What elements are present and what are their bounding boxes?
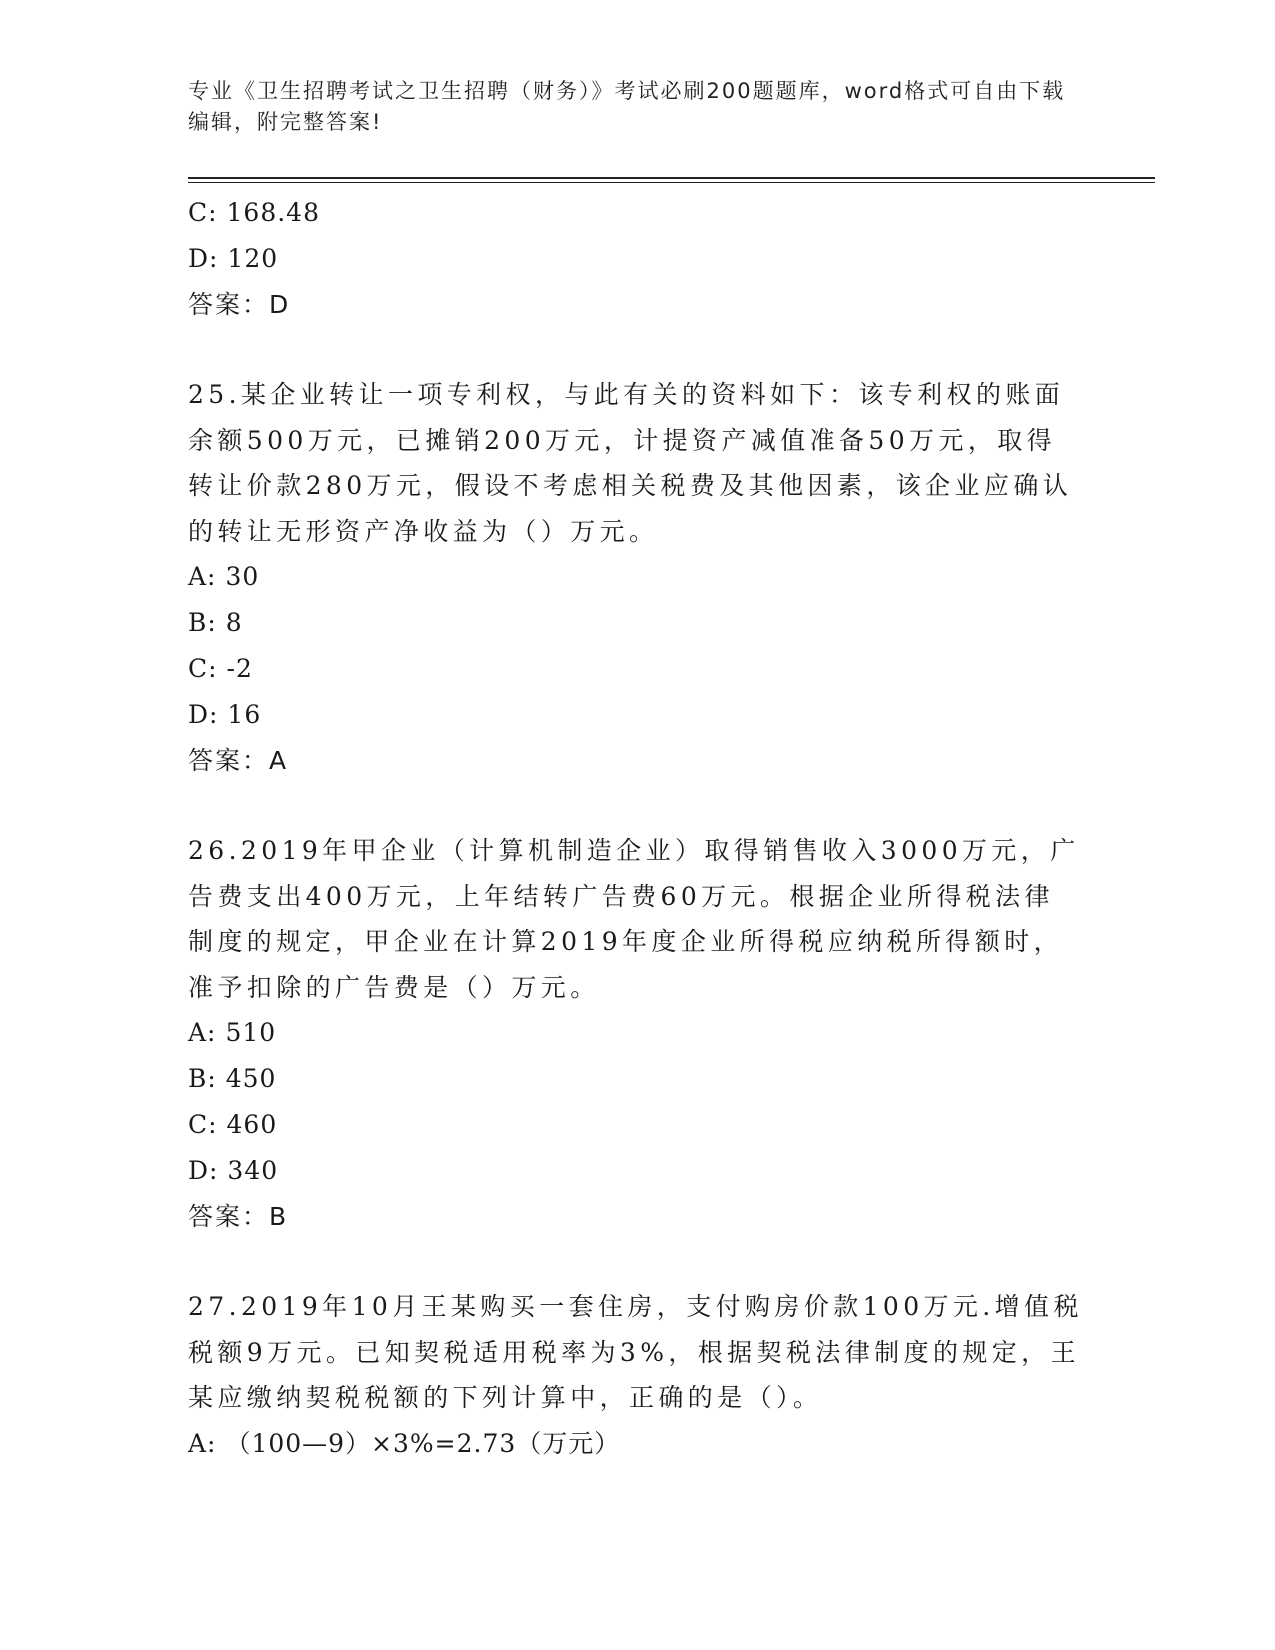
question-25 [188, 372, 1088, 784]
answer-line: 答案：A [188, 746, 289, 775]
question-24-tail [188, 190, 1088, 328]
header-divider-thick [188, 177, 1155, 179]
header-title: 专业《卫生招聘考试之卫生招聘（财务）》考试必刷200题题库，word格式可自由下载编辑，附完整答案! [188, 79, 1066, 134]
option-b: B: 450 [188, 1064, 277, 1093]
option-d: D: 340 [188, 1156, 279, 1185]
question-26 [188, 828, 1088, 1240]
option-a: A: 510 [188, 1018, 277, 1047]
question-stem: 26.2019年甲企业（计算机制造企业）取得销售收入3000万元，广告费支出400万元，上年结转广告费60万元。根据企业所得税法律制度的规定，甲企业在计算2019年度企业所得税应纳税所得额时，准予扣除的广告费是（）万元。 [188, 836, 1080, 1002]
option-b: B: 8 [188, 608, 243, 637]
option-c: C: 460 [188, 1110, 278, 1139]
question-stem: 25.某企业转让一项专利权，与此有关的资料如下：该专利权的账面余额500万元，已摊销200万元，计提资产减值准备50万元，取得转让价款280万元，假设不考虑相关税费及其他因素，该企业应确认的转让无形资产净收益为（）万元。 [188, 380, 1073, 546]
option-d: D: 16 [188, 700, 262, 729]
option-d: D: 120 [188, 244, 279, 273]
answer-line: 答案：B [188, 1202, 289, 1231]
question-27 [188, 1284, 1088, 1467]
question-stem: 27.2019年10月王某购买一套住房，支付购房价款100万元.增值税税额9万元。已知契税适用税率为3%，根据契税法律制度的规定，王某应缴纳契税税额的下列计算中，正确的是（）。 [188, 1292, 1083, 1412]
document-header [188, 76, 1088, 138]
option-c: C: 168.48 [188, 198, 320, 227]
question-list [188, 190, 1088, 1467]
option-a: A: （100—9）×3%=2.73（万元） [188, 1428, 621, 1458]
answer-line: 答案：D [188, 290, 291, 319]
header-divider-thin [188, 182, 1155, 183]
option-a: A: 30 [188, 562, 260, 591]
option-c: C: -2 [188, 654, 253, 683]
